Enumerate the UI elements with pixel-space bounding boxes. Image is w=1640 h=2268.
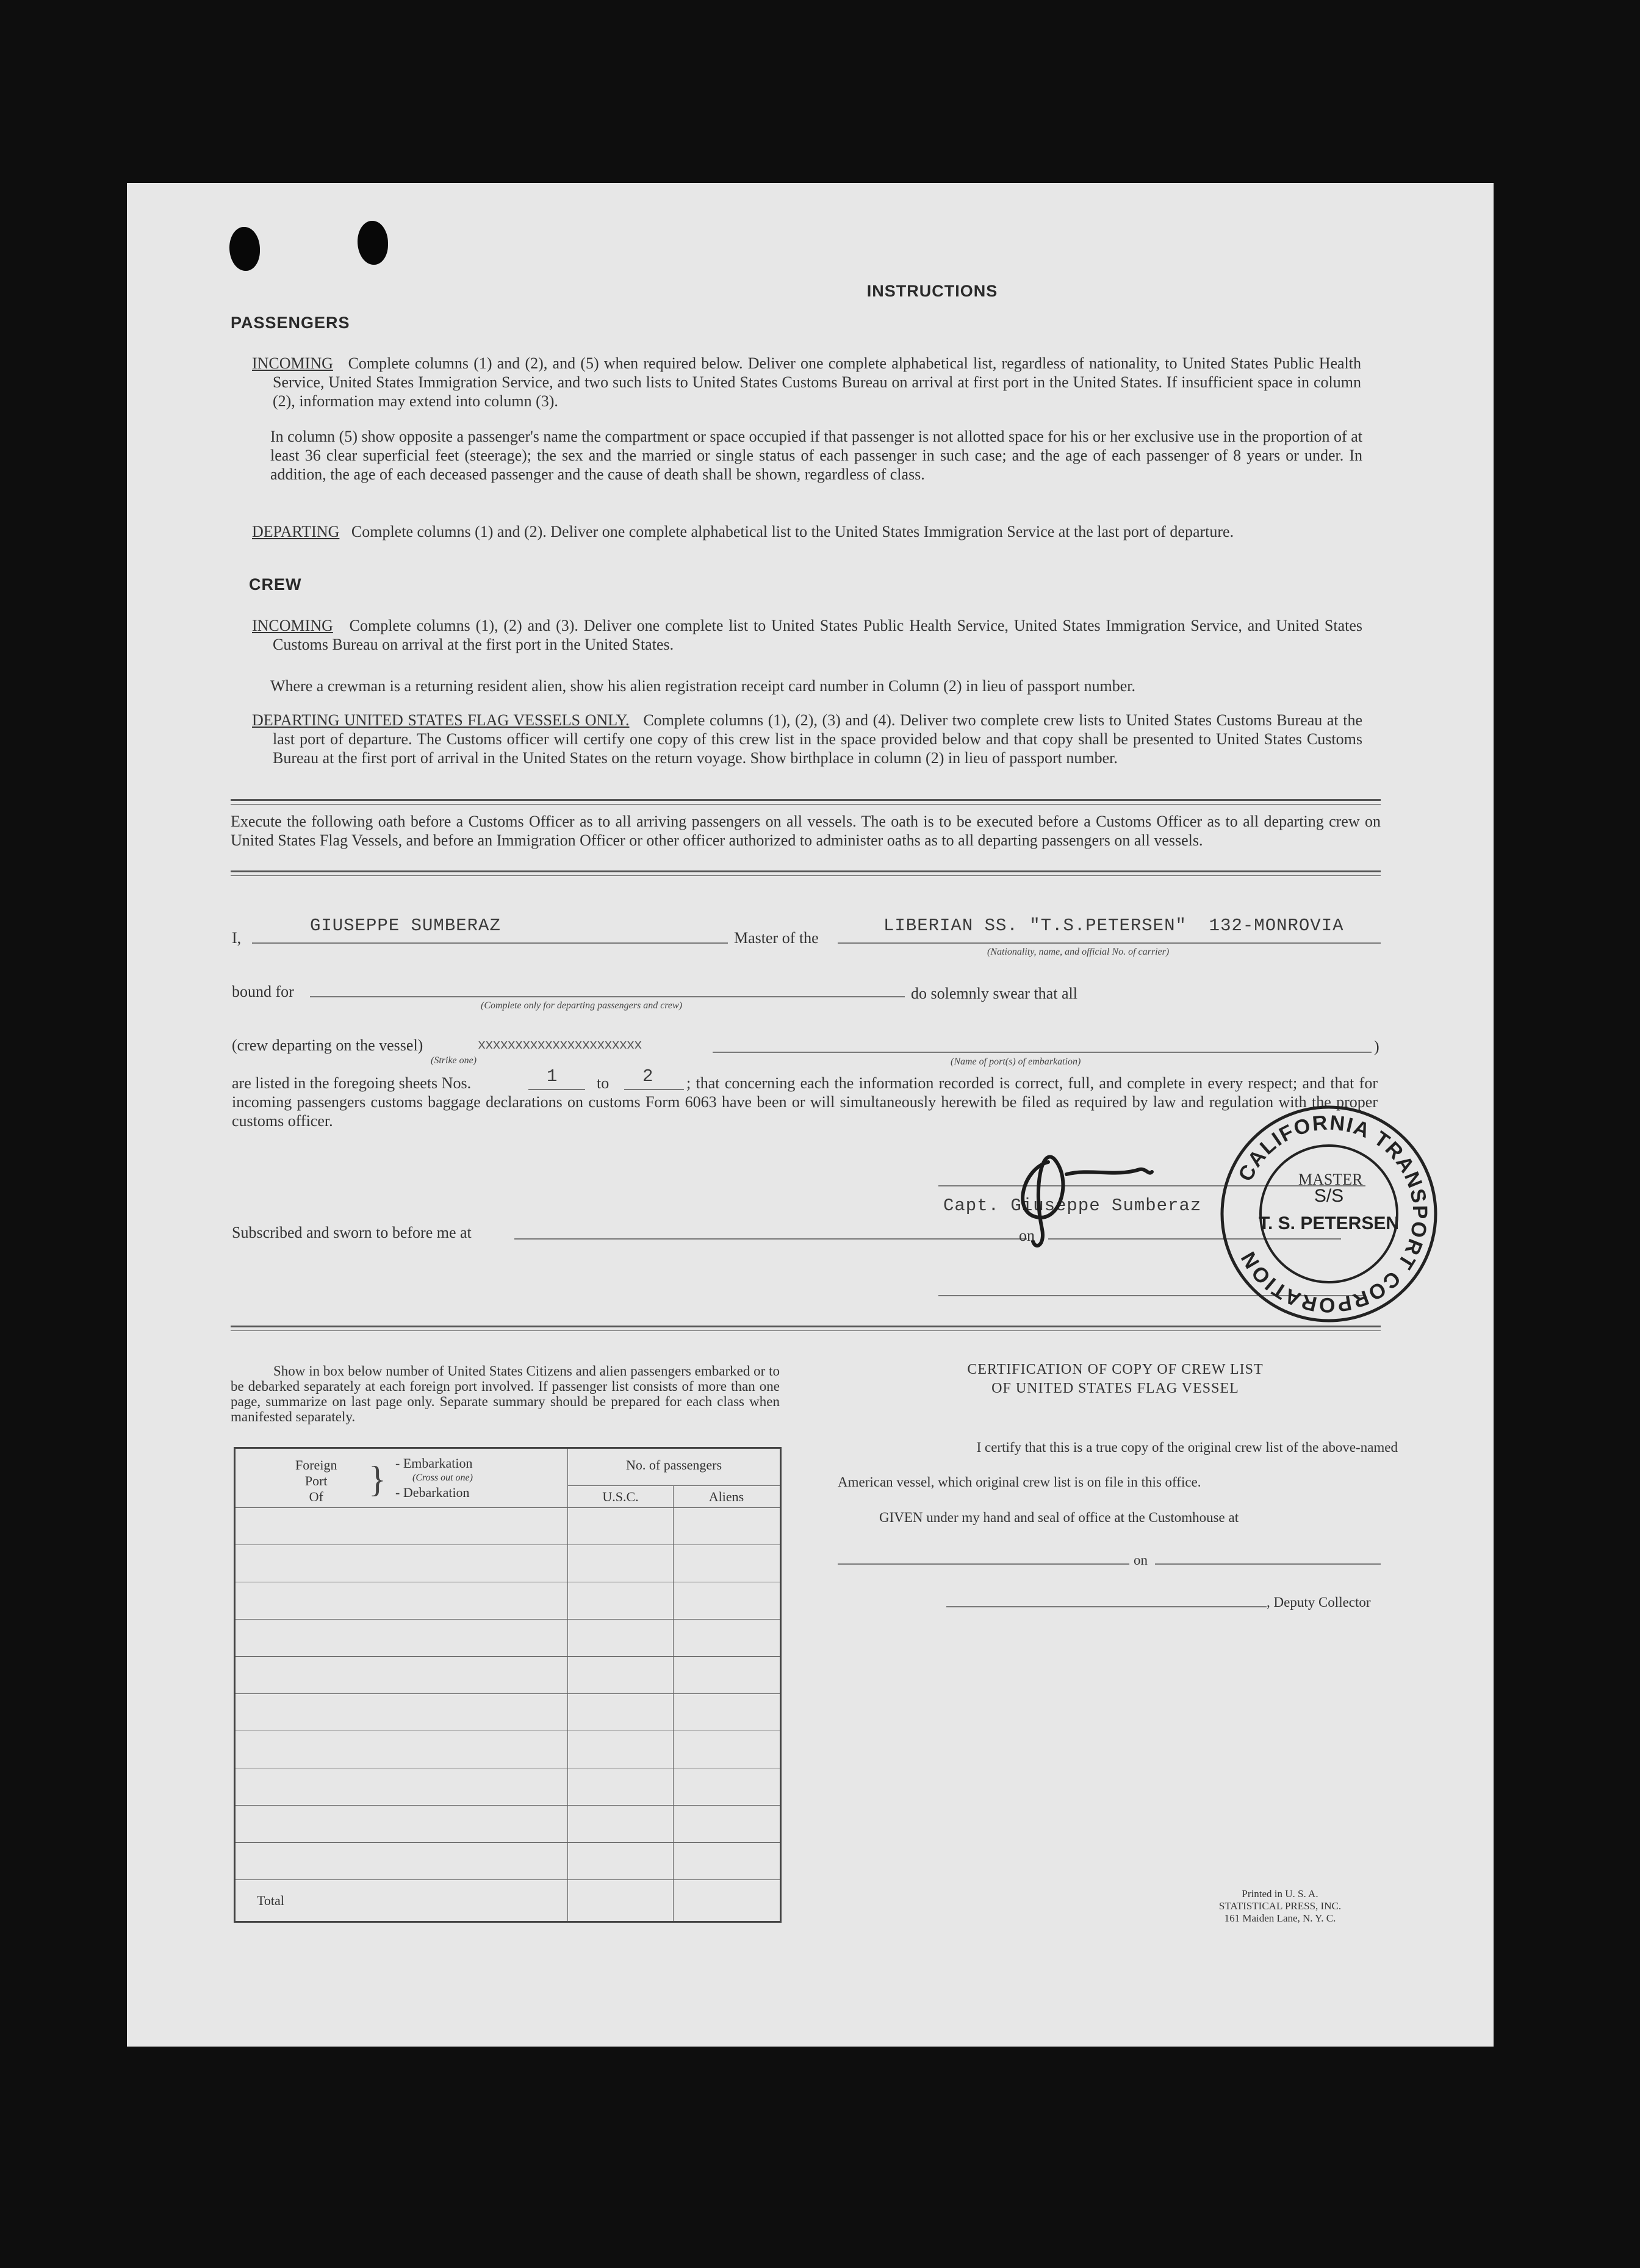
usc-cell[interactable] [568, 1731, 674, 1768]
bound-for-caption: (Complete only for departing passengers and crew) [481, 1000, 683, 1011]
divider [231, 799, 1381, 805]
usc-cell[interactable] [568, 1545, 674, 1582]
crew-departing-text: Complete columns (1), (2), (3) and (4). Deliver two complete crew lists to United States Customs Bureau at the last port of departure. The Customs officer will certify one copy of this crew list in the space provided below and that copy shall be presented to United States Customs Bureau at the first port of arrival in the United States on the return voyage. Show birthplace in column (2) in lieu of passport number. [273, 711, 1363, 767]
passenger-summary-table [234, 1447, 782, 1923]
given-text: GIVEN under my hand and seal of office at the Customhouse at [879, 1510, 1239, 1525]
sheets-suffix: ; that concerning each the information recorded is correct, full, and complete in every respect; and that for incoming passengers customs baggage declarations on customs Form 6063 have been or will simultaneously herewith be filed as required by law and regulation with the proper customs officer. [232, 1074, 1378, 1130]
foreign-port-label: Foreign Port Of [295, 1457, 337, 1504]
port-cell[interactable] [235, 1768, 568, 1806]
port-cell[interactable] [235, 1657, 568, 1694]
cert-date-field[interactable] [1155, 1563, 1381, 1565]
printer-line1: Printed in U. S. A. [1242, 1888, 1318, 1900]
passengers-heading: PASSENGERS [231, 314, 350, 332]
master-name-field[interactable] [252, 942, 728, 944]
foreign-port-header: Foreign Port Of } - Embarkation (Cross out one) - Debarkation [235, 1448, 568, 1508]
usc-cell[interactable] [568, 1806, 674, 1843]
oath-intro: Execute the following oath before a Customs Officer as to all arriving passengers on all vessels. The oath is to be executed before a Customs Officer as to all departing crew on United States Flag Vessels, and before an Immigration Officer or other officer authorized to administer oaths as to all departing passengers on all vessels. [231, 813, 1381, 849]
port-cell[interactable] [235, 1508, 568, 1545]
debarkation-label: - Debarkation [395, 1485, 470, 1500]
master-of-label: Master of the [734, 929, 819, 947]
usc-cell[interactable] [568, 1508, 674, 1545]
total-aliens-cell[interactable] [674, 1880, 781, 1922]
vessel-caption: (Nationality, name, and official No. of carrier) [987, 947, 1170, 957]
master-label: MASTER [1298, 1171, 1363, 1188]
master-name-value: GIUSEPPE SUMBERAZ [310, 916, 501, 936]
divider [231, 1326, 1381, 1331]
swear-text: do solemnly swear that all [911, 985, 1077, 1002]
usc-cell[interactable] [568, 1768, 674, 1806]
port-caption: (Name of port(s) of embarkation) [951, 1057, 1081, 1067]
passengers-incoming-label: INCOMING [252, 354, 333, 372]
sheet-from-value: 1 [547, 1066, 558, 1086]
aliens-label: Aliens [708, 1489, 744, 1504]
crew-departing-label: (crew departing on the vessel) [232, 1036, 423, 1054]
vessel-value: LIBERIAN SS. "T.S.PETERSEN" 132-MONROVIA [883, 916, 1344, 936]
aliens-cell[interactable] [674, 1657, 781, 1694]
aliens-cell[interactable] [674, 1508, 781, 1545]
usc-label: U.S.C. [602, 1489, 639, 1504]
port-cell[interactable] [235, 1806, 568, 1843]
port-field[interactable] [713, 1052, 1372, 1053]
printer-line3: 161 Maiden Lane, N. Y. C. [1224, 1912, 1336, 1924]
certification-title [932, 1360, 1298, 1398]
crew-heading: CREW [249, 575, 302, 594]
deputy-signature-field[interactable] [946, 1606, 1267, 1607]
captain-typed-name: Capt. Giuseppe Sumberaz [943, 1196, 1202, 1216]
passengers-incoming-text: Complete columns (1) and (2), and (5) when required below. Deliver one complete alphabetical list, regardless of nationality, to United States Public Health Service, United States Immigration Service, and two such lists to United States Customs Bureau on arrival at first port in the United States. If insufficient space in column (2), information may extend into column (3). [273, 354, 1362, 410]
passengers-departing-label: DEPARTING [252, 523, 340, 540]
stamp-ring-text: CALIFORNIA TRANSPORT CORPORATION [1234, 1111, 1432, 1317]
close-paren: ) [1374, 1038, 1379, 1055]
deputy-label: , Deputy Collector [1267, 1595, 1371, 1610]
printer-imprint [1189, 1888, 1372, 1925]
bound-for-field[interactable] [310, 996, 905, 997]
cert-on-label: on [1134, 1552, 1148, 1568]
aliens-cell[interactable] [674, 1731, 781, 1768]
crew-departing-label: DEPARTING UNITED STATES FLAG VESSELS ONLY. [252, 711, 630, 729]
strike-text: xxxxxxxxxxxxxxxxxxxxxx [478, 1038, 642, 1053]
passengers-departing-paragraph [252, 522, 1362, 541]
corporation-stamp [1213, 1098, 1445, 1330]
summary-instructions: Show in box below number of United States Citizens and alien passengers embarked or to be debarked separately at each foreign port involved. If passenger list consists of more than one page, summarize on last page only. Separate summary should be prepared for each class when manifested separately. [231, 1363, 780, 1424]
passengers-column5-paragraph: In column (5) show opposite a passenger's name the compartment or space occupied if that passenger is not allotted space for his or her exclusive use in the proportion of at least 36 clear superficial feet (steerage); the sex and the married or single status of each passenger in such case; and the age of each passenger of 8 years or under. In addition, the age of each deceased passenger and the cause of death shall be shown, regardless of class. [270, 428, 1362, 483]
subscribed-place-field[interactable] [514, 1238, 1027, 1240]
usc-cell[interactable] [568, 1843, 674, 1880]
punch-hole-left [229, 227, 260, 271]
subscribed-label: Subscribed and sworn to before me at [232, 1224, 472, 1241]
oath-i-label: I, [232, 929, 242, 947]
punch-hole-right [358, 221, 388, 265]
certify-text-2: American vessel, which original crew list is on file in this office. [838, 1474, 1201, 1490]
port-cell[interactable] [235, 1620, 568, 1657]
aliens-cell[interactable] [674, 1620, 781, 1657]
cross-out-label: (Cross out one) [412, 1473, 473, 1483]
certification-title-line2: OF UNITED STATES FLAG VESSEL [991, 1380, 1239, 1396]
strike-caption: (Strike one) [431, 1055, 477, 1066]
to-label: to [597, 1074, 610, 1092]
port-cell[interactable] [235, 1731, 568, 1768]
sheet-to-value: 2 [642, 1066, 654, 1086]
port-cell[interactable] [235, 1843, 568, 1880]
no-passengers-header [568, 1448, 781, 1508]
port-cell[interactable] [235, 1545, 568, 1582]
stamp-ss: S/S [1314, 1186, 1344, 1206]
certify-text: I certify that this is a true copy of the original crew list of the above-named [976, 1440, 1398, 1455]
bound-for-label: bound for [232, 983, 294, 1000]
instructions-title: INSTRUCTIONS [866, 282, 998, 300]
printer-line2: STATISTICAL PRESS, INC. [1218, 1900, 1342, 1912]
sheets-prefix: are listed in the foregoing sheets Nos. [232, 1074, 472, 1092]
port-cell[interactable] [235, 1582, 568, 1620]
crew-departing-paragraph [252, 711, 1362, 767]
certification-title-line1: CERTIFICATION OF COPY OF CREW LIST [967, 1362, 1264, 1377]
crew-incoming-label: INCOMING [252, 617, 333, 634]
total-usc-cell[interactable] [568, 1880, 674, 1922]
divider [231, 870, 1381, 876]
crew-incoming-paragraph [252, 616, 1362, 654]
embarkation-label: - Embarkation [395, 1455, 473, 1471]
aliens-cell[interactable] [674, 1582, 781, 1620]
document-page [127, 183, 1494, 2047]
usc-cell[interactable] [568, 1582, 674, 1620]
aliens-cell[interactable] [674, 1806, 781, 1843]
aliens-cell[interactable] [674, 1694, 781, 1731]
vessel-field[interactable] [838, 942, 1381, 944]
customhouse-field[interactable] [838, 1563, 1129, 1565]
total-label: Total [235, 1880, 568, 1922]
crew-incoming-text: Complete columns (1), (2) and (3). Deliver one complete list to United States Public Health Service, United States Immigration Service, and United States Customs Bureau on arrival at the first port in the United States. [273, 617, 1363, 653]
passengers-departing-text: Complete columns (1) and (2). Deliver one complete alphabetical list to the United States Immigration Service at the last port of departure. [351, 523, 1234, 540]
aliens-cell[interactable] [674, 1545, 781, 1582]
port-cell[interactable] [235, 1694, 568, 1731]
on-label: on [1019, 1227, 1035, 1244]
crew-alien-paragraph: Where a crewman is a returning resident alien, show his alien registration receipt card number in Column (2) in lieu of passport number. [270, 677, 1136, 695]
aliens-cell[interactable] [674, 1843, 781, 1880]
no-passengers-label: No. of passengers [625, 1457, 722, 1473]
usc-cell[interactable] [568, 1620, 674, 1657]
usc-cell[interactable] [568, 1694, 674, 1731]
usc-cell[interactable] [568, 1657, 674, 1694]
passengers-incoming-paragraph [252, 354, 1361, 411]
aliens-cell[interactable] [674, 1768, 781, 1806]
stamp-ship: T. S. PETERSEN [1258, 1213, 1400, 1233]
